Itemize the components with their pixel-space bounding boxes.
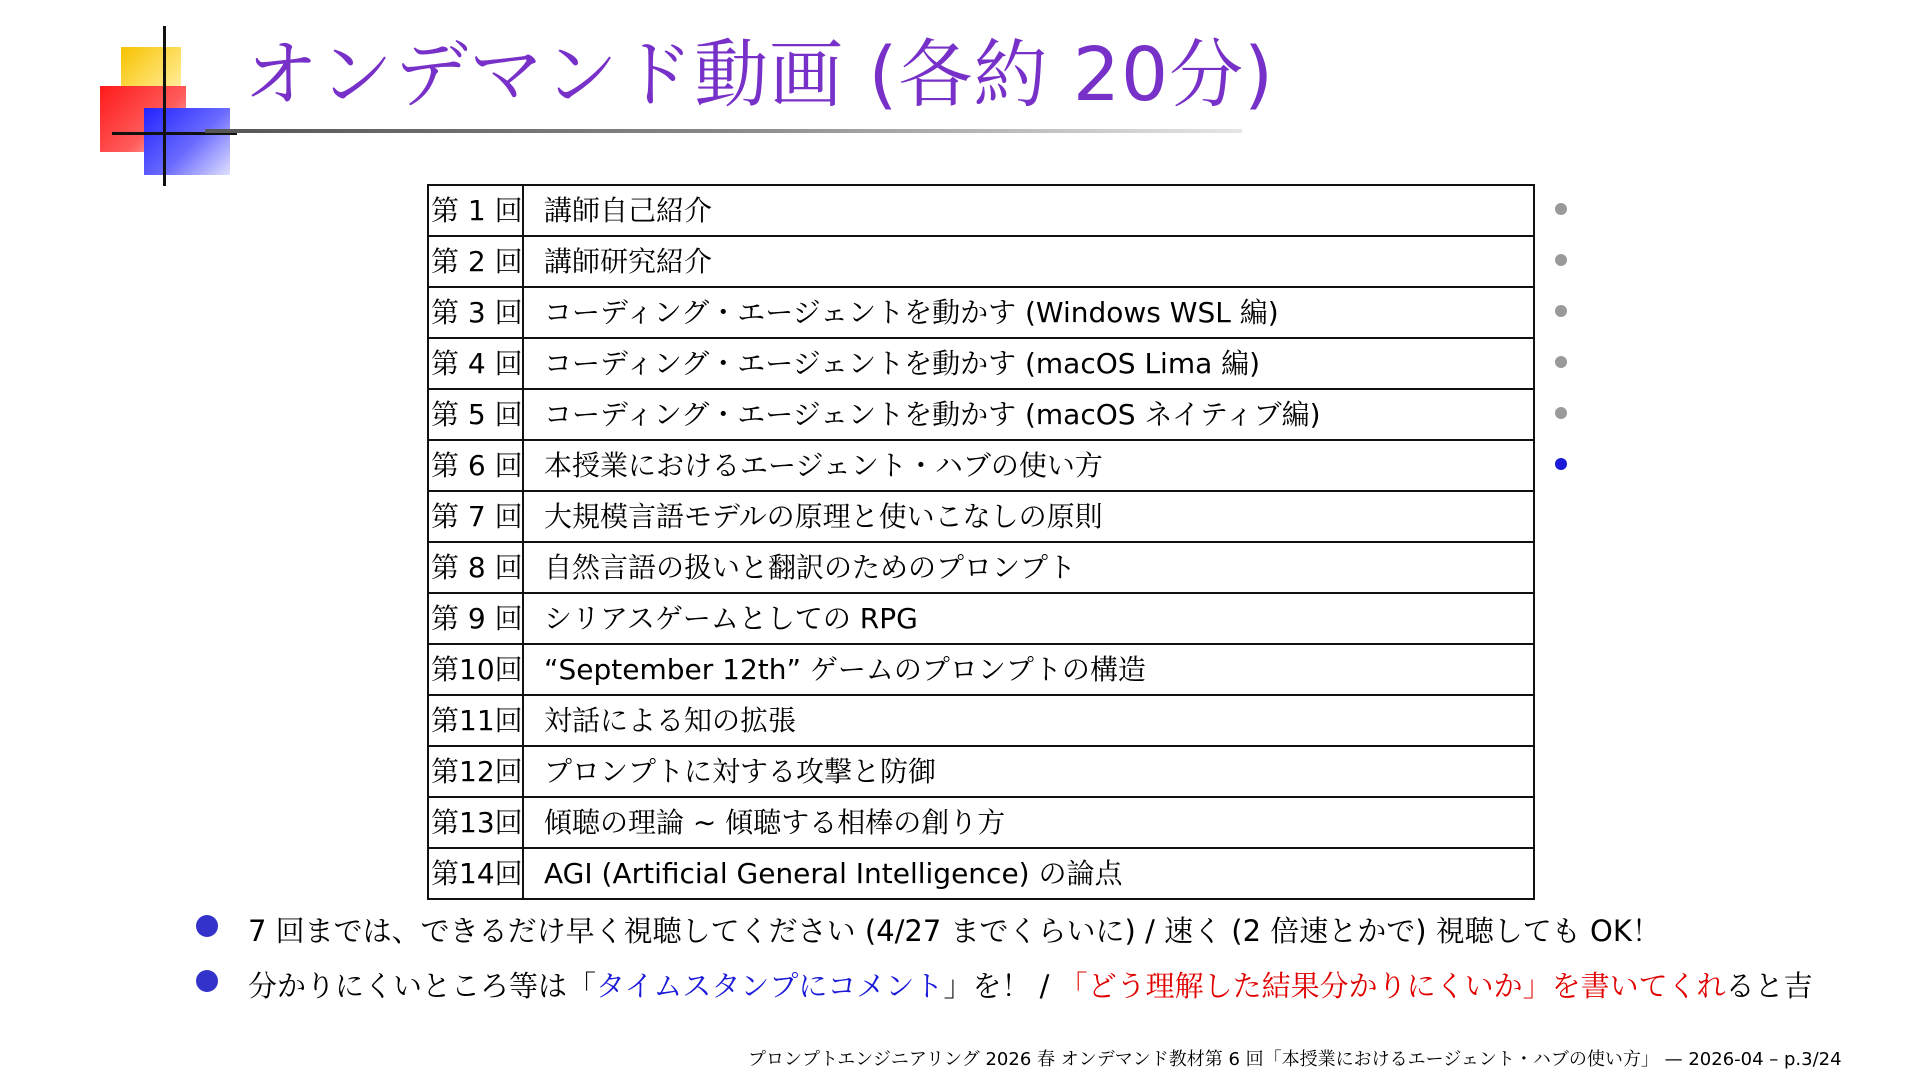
lecture-number: 第 2 回 (429, 237, 524, 286)
completed-lecture-dot (1555, 356, 1567, 368)
lecture-number: 第 6 回 (429, 441, 524, 490)
lecture-number: 第 5 回 (429, 390, 524, 439)
highlight-red: 「どう理解した結果分かりにくいか」を書いてくれ (1058, 969, 1726, 1003)
schedule-row (429, 490, 1533, 541)
lecture-number: 第11回 (429, 696, 524, 745)
schedule-row (429, 796, 1533, 847)
schedule-row (429, 643, 1533, 694)
schedule-row (429, 439, 1533, 490)
schedule-row (429, 745, 1533, 796)
highlight-blue: タイムスタンプにコメント (596, 969, 944, 1003)
schedule-row (429, 388, 1533, 439)
lecture-number: 第 3 回 (429, 288, 524, 337)
lecture-number: 第14回 (429, 849, 524, 898)
lecture-topic: 本授業におけるエージェント・ハブの使い方 (544, 449, 1103, 482)
lecture-topic: シリアスゲームとしての RPG (544, 602, 918, 635)
lecture-topic: コーディング・エージェントを動かす (macOS ネイティブ編) (544, 398, 1321, 431)
lecture-number: 第 7 回 (429, 492, 524, 541)
schedule-row (429, 541, 1533, 592)
slide-footer: プロンプトエンジニアリング 2026 春 オンデマンド教材第 6 回「本授業におけるエージェント・ハブの使い方」 — 2026-04 – p.3/24 (748, 1049, 1842, 1070)
lecture-topic: “September 12th” ゲームのプロンプトの構造 (544, 653, 1146, 686)
lecture-topic: 自然言語の扱いと翻訳のためのプロンプト (544, 551, 1077, 584)
lecture-number: 第12回 (429, 747, 524, 796)
lecture-number: 第 4 回 (429, 339, 524, 388)
schedule-row (429, 694, 1533, 745)
lecture-number: 第13回 (429, 798, 524, 847)
lecture-topic: 対話による知の拡張 (544, 704, 797, 737)
note-text: 分かりにくいところ等は「タイムスタンプにコメント」を！ / 「どう理解した結果分かりにくいか」を書いてくれると吉 (248, 969, 1813, 1003)
completed-lecture-dot (1555, 254, 1567, 266)
lecture-number: 第 1 回 (429, 186, 524, 235)
schedule-row (429, 286, 1533, 337)
decor-vertical-line (163, 26, 166, 186)
completed-lecture-dot (1555, 203, 1567, 215)
lecture-number: 第10回 (429, 645, 524, 694)
bullet-icon (196, 915, 218, 937)
lecture-number: 第 8 回 (429, 543, 524, 592)
lecture-topic: AGI (Artificial General Intelligence) の論点 (544, 857, 1123, 890)
lecture-topic: プロンプトに対する攻撃と防御 (544, 755, 937, 788)
slide-title: オンデマンド動画 (各約 20分) (244, 32, 1274, 118)
lecture-topic: コーディング・エージェントを動かす (macOS Lima 編) (544, 347, 1261, 380)
schedule-row (429, 186, 1533, 235)
lecture-topic: 傾聴の理論 ∼ 傾聴する相棒の創り方 (544, 806, 1006, 839)
schedule-row (429, 235, 1533, 286)
lecture-topic: 講師自己紹介 (544, 194, 713, 227)
decor-blue-square (144, 108, 230, 175)
schedule-row (429, 847, 1533, 898)
current-lecture-dot (1555, 458, 1567, 470)
schedule-row (429, 592, 1533, 643)
completed-lecture-dot (1555, 305, 1567, 317)
title-underline (205, 129, 1242, 133)
lecture-topic: コーディング・エージェントを動かす (Windows WSL 編) (544, 296, 1279, 329)
schedule-row (429, 337, 1533, 388)
completed-lecture-dot (1555, 407, 1567, 419)
note-text: 7 回までは、できるだけ早く視聴してください (4/27 までくらいに) / 速く (2 倍速とかで) 視聴しても OK！ (248, 914, 1661, 948)
lecture-number: 第 9 回 (429, 594, 524, 643)
lecture-schedule-table (427, 184, 1535, 900)
bullet-icon (196, 970, 218, 992)
lecture-topic: 大規模言語モデルの原理と使いこなしの原則 (544, 500, 1103, 533)
lecture-topic: 講師研究紹介 (544, 245, 713, 278)
